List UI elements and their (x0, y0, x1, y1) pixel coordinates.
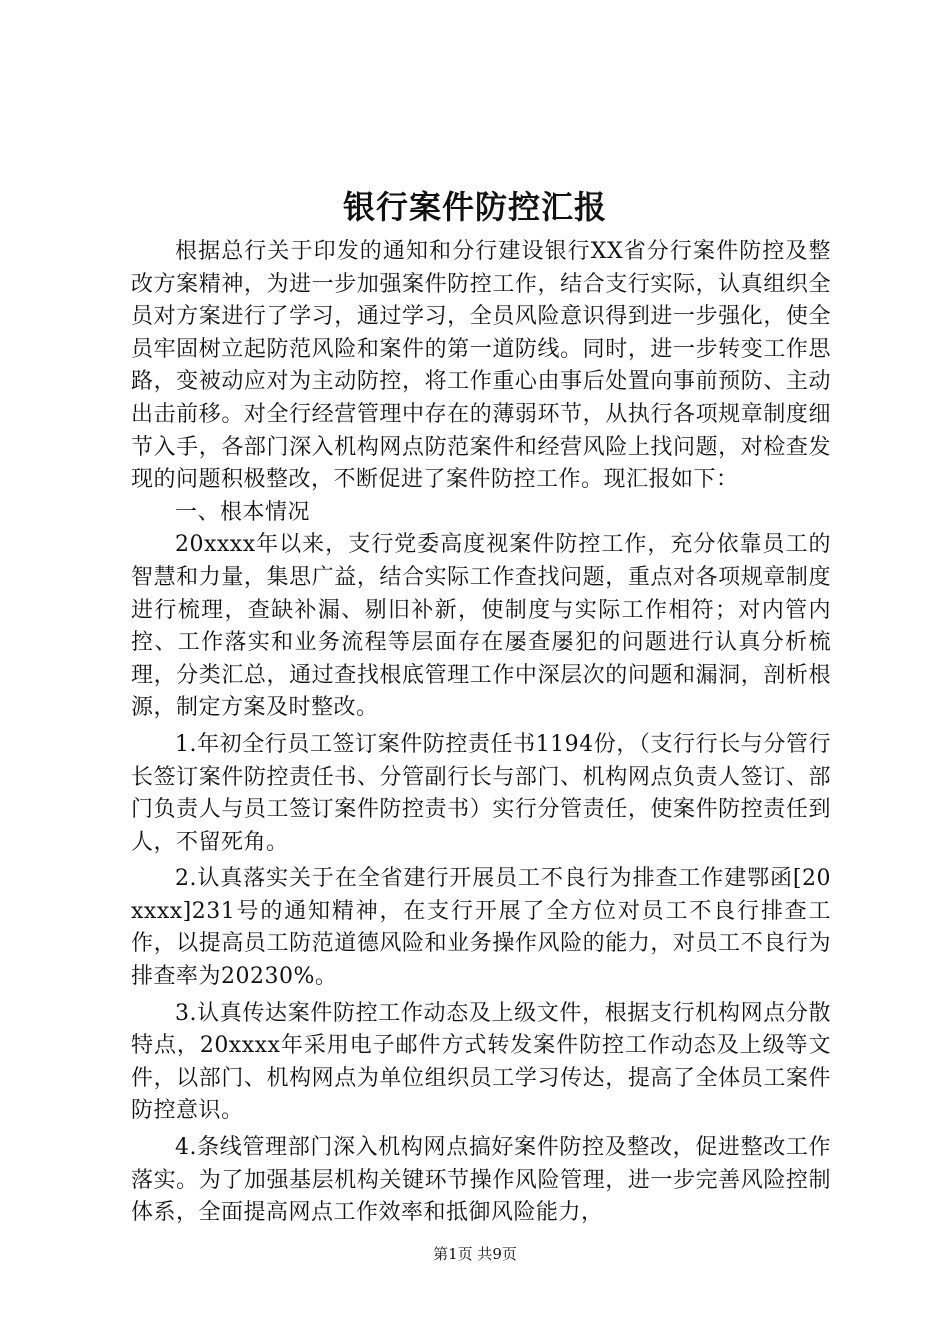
item-1-paragraph: 1.年初全行员工签订案件防控责任书1194份，（支行行长与分管行长签订案件防控责任书、分管副行长与部门、机构网点负责人签订、部门负责人与员工签订案件防控责书）实行分管责任，使案件防控责任到人，不留死角。 (131, 731, 831, 855)
item-4-paragraph: 4.条线管理部门深入机构网点搞好案件防控及整改，促进整改工作落实。为了加强基层机构关键环节操作风险管理，进一步完善风险控制体系，全面提高网点工作效率和抵御风险能力， (131, 1135, 831, 1226)
document-body (131, 236, 831, 1230)
intro-paragraph: 根据总行关于印发的通知和分行建设银行XX省分行案件防控及整改方案精神，为进一步加强案件防控工作，结合支行实际，认真组织全员对方案进行了学习，通过学习，全员风险意识得到进一步强化，使全员牢固树立起防范风险和案件的第一道防线。同时，进一步转变工作思路，变被动应对为主动防控，将工作重心由事后处置向事前预防、主动出击前移。对全行经营管理中存在的薄弱环节，从执行各项规章制度细节入手，各部门深入机构网点防范案件和经营风险上找问题，对检查发现的问题积极整改，不断促进了案件防控工作。现汇报如下： (131, 239, 831, 493)
overview-paragraph: 20xxxx年以来，支行党委高度视案件防控工作，充分依靠员工的智慧和力量，集思广益，结合实际工作查找问题，重点对各项规章制度进行梳理，查缺补漏、剔旧补新，使制度与实际工作相符；对内管内控、工作落实和业务流程等层面存在屡查屡犯的问题进行认真分析梳理，分类汇总，通过查找根底管理工作中深层次的问题和漏洞，剖析根源，制定方案及时整改。 (131, 532, 831, 721)
item-3-paragraph: 3.认真传达案件防控工作动态及上级文件，根据支行机构网点分散特点，20xxxx年采用电子邮件方式转发案件防控工作动态及上级等文件，以部门、机构网点为单位组织员工学习传达，提高了全体员工案件防控意识。 (131, 1000, 831, 1124)
document-title: 银行案件防控汇报 (342, 188, 607, 226)
item-2-paragraph: 2.认真落实关于在全省建行开展员工不良行为排查工作建鄂函[20xxxx]231号的通知精神，在支行开展了全方位对员工不良行排查工作，以提高员工防范道德风险和业务操作风险的能力，对员工不良行为排查率为20230%。 (131, 866, 831, 990)
page-footer: 第1页 共9页 (433, 1245, 517, 1263)
section-heading-basic-situation: 一、根本情况 (175, 499, 311, 525)
